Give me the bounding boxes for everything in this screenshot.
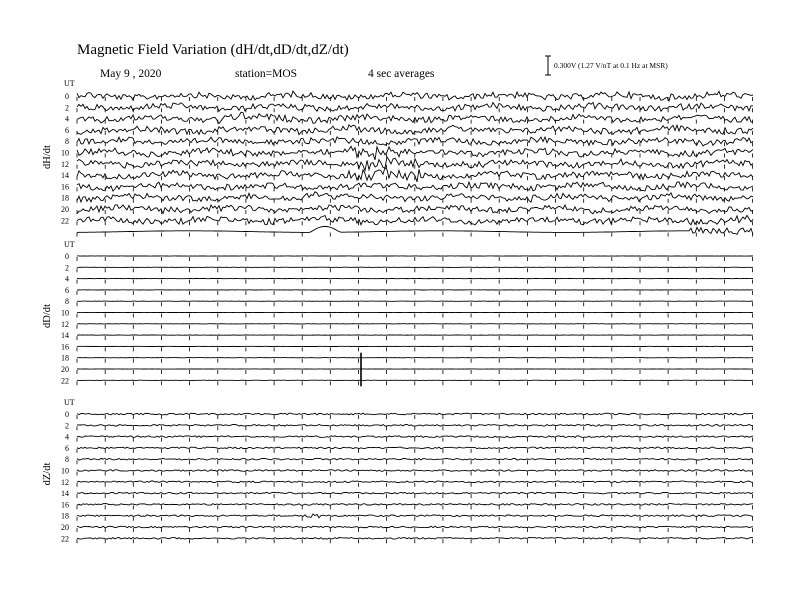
ut-label: UT [64, 79, 75, 88]
ut-label: UT [64, 398, 75, 407]
row-label: 10 [61, 148, 69, 158]
row-label: 12 [61, 477, 69, 487]
date-label: May 9 , 2020 [100, 68, 162, 80]
row-label: 20 [61, 523, 69, 532]
ut-label: UT [64, 240, 75, 249]
row-ticks [77, 460, 753, 464]
row-label: 16 [61, 500, 69, 510]
row-label: 8 [65, 297, 69, 307]
trace-line [77, 504, 753, 506]
row-ticks [77, 381, 753, 385]
row-label: 8 [65, 455, 69, 465]
row-label: 4 [65, 114, 69, 124]
row-label: 20 [61, 365, 69, 374]
row-label: 18 [61, 511, 69, 521]
station-label: station=MOS [235, 68, 298, 80]
row-label: 16 [61, 342, 69, 352]
trace-line [77, 425, 753, 427]
row-ticks [77, 257, 753, 261]
row-ticks [77, 268, 753, 272]
row-label: 20 [61, 205, 69, 214]
row-ticks [77, 472, 753, 476]
row-ticks [77, 302, 753, 306]
row-ticks [77, 347, 753, 351]
row-label: 6 [65, 443, 69, 453]
trace-line [77, 492, 753, 494]
row-label: 10 [61, 308, 69, 318]
trace-line [77, 413, 753, 415]
row-label: 14 [61, 331, 69, 341]
row-ticks [77, 370, 753, 374]
row-ticks [77, 483, 753, 487]
row-ticks [77, 325, 753, 329]
row-ticks [77, 291, 753, 295]
row-label: 6 [65, 285, 69, 295]
trace-line [77, 458, 753, 460]
trace-line [77, 481, 753, 483]
row-label: 0 [65, 252, 69, 261]
row-ticks [77, 539, 753, 543]
row-ticks [77, 108, 753, 112]
panel-label: dZ/dt [42, 462, 53, 486]
row-ticks [77, 528, 753, 532]
row-ticks [77, 233, 753, 237]
scale-bar [545, 56, 551, 75]
row-ticks [77, 336, 753, 340]
row-label: 2 [65, 103, 69, 113]
row-label: 22 [61, 376, 69, 386]
averaging-label: 4 sec averages [368, 68, 435, 80]
row-label: 4 [65, 274, 69, 284]
row-ticks [77, 165, 753, 169]
row-ticks [77, 438, 753, 442]
trace-line [77, 447, 753, 449]
row-label: 22 [61, 216, 69, 226]
row-ticks [77, 449, 753, 453]
panel-dzdt [42, 398, 753, 543]
row-label: 6 [65, 125, 69, 135]
row-ticks [77, 210, 753, 214]
trace-line [77, 538, 753, 540]
row-label: 12 [61, 159, 69, 169]
panel-dhdt [42, 79, 753, 237]
row-label: 0 [65, 92, 69, 101]
row-label: 12 [61, 319, 69, 329]
trace-line [77, 436, 753, 438]
row-label: 2 [65, 421, 69, 431]
row-ticks [77, 415, 753, 419]
chart-title: Magnetic Field Variation (dH/dt,dD/dt,dZ/dt) [77, 42, 349, 58]
row-label: 14 [61, 171, 69, 181]
row-label: 8 [65, 137, 69, 147]
row-ticks [77, 426, 753, 430]
row-label: 14 [61, 489, 69, 499]
panel-label: dD/dt [42, 304, 53, 328]
trace-line [77, 470, 753, 472]
row-label: 16 [61, 182, 69, 192]
row-label: 18 [61, 193, 69, 203]
row-ticks [77, 314, 753, 318]
row-label: 22 [61, 534, 69, 544]
trace-line [77, 526, 753, 528]
row-label: 4 [65, 432, 69, 442]
row-label: 0 [65, 410, 69, 419]
row-ticks [77, 517, 753, 521]
panel-dddt [42, 240, 753, 386]
row-label: 10 [61, 466, 69, 476]
panel-label: dH/dt [42, 145, 53, 169]
row-ticks [77, 494, 753, 498]
row-ticks [77, 505, 753, 509]
row-ticks [77, 280, 753, 284]
scale-label: 0.300V (1.27 V/nT at 0.1 Hz at MSR) [554, 61, 668, 70]
row-label: 18 [61, 353, 69, 363]
row-label: 2 [65, 263, 69, 273]
row-ticks [77, 142, 753, 146]
row-ticks [77, 359, 753, 363]
